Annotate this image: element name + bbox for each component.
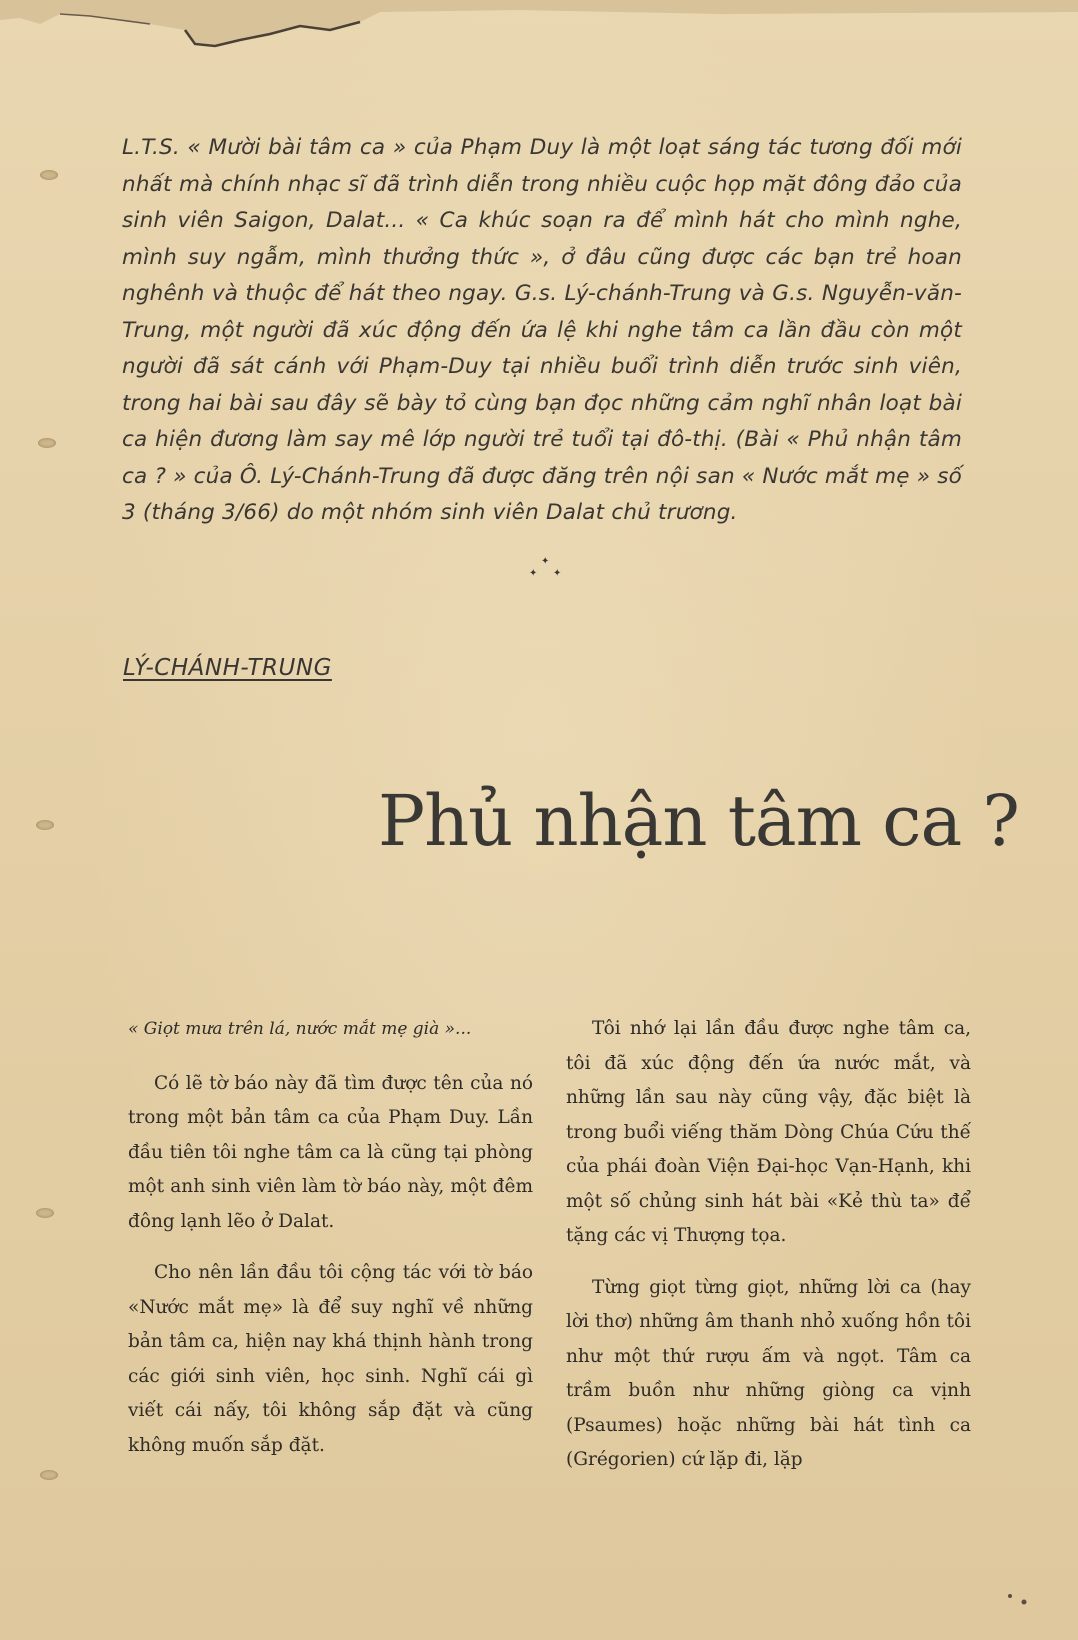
paragraph: Từng giọt từng giọt, những lời ca (hay lời thơ) những âm thanh nhỏ xuống hồn tôi như một thứ rượu ấm và ngọt. Tâm ca trầm buồn như những giòng ca vịnh (Psaumes) hoặc những bài hát tình ca (Grégorien) cứ lặp đi, lặp xyxy=(566,1276,971,1470)
torn-top-edge xyxy=(0,0,1078,70)
binding-hole xyxy=(40,1470,58,1480)
binding-hole xyxy=(38,438,56,448)
paragraph: Cho nên lần đầu tôi cộng tác với tờ báo «Nước mắt mẹ» là để suy nghĩ về những bản tâm ca, hiện nay khá thịnh hành trong các giới sinh viên, học sinh. Nghĩ cái gì viết cái nấy, tôi không sắp đặt và cũng không muốn sắp đặt. xyxy=(128,1262,533,1456)
epigraph: « Giọt mưa trên lá, nước mắt mẹ già »... xyxy=(128,1019,472,1039)
paragraph: Tôi nhớ lại lần đầu được nghe tâm ca, tôi đã xúc động đến ứa nước mắt, và những lần sau này cũng vậy, đặc biệt là trong buổi viếng thăm Dòng Chúa Cứu thế của phái đoàn Viện Đại-học Vạn-Hạnh, khi một số chủng sinh hát bài «Kẻ thù ta» để tặng các vị Thượng tọa. xyxy=(566,1018,971,1246)
binding-hole xyxy=(36,1208,54,1218)
right-column xyxy=(566,1012,971,1495)
paragraph: Có lẽ tờ báo này đã tìm được tên của nó trong một bản tâm ca của Phạm Duy. Lần đầu tiên tôi nghe tâm ca là cũng tại phòng một anh sinh viên làm tờ báo này, một đêm đông lạnh lẽo ở Dalat. xyxy=(128,1072,533,1232)
binding-hole xyxy=(36,820,54,830)
section-divider-asterism: ✦ ✦ ✦ xyxy=(529,556,562,579)
page-speckles xyxy=(1004,1590,1034,1610)
article-title: Phủ nhận tâm ca ? xyxy=(378,780,1019,862)
binding-hole xyxy=(40,170,58,180)
author-byline: LÝ-CHÁNH-TRUNG xyxy=(123,655,332,681)
left-column xyxy=(128,1012,533,1480)
editor-note: L.T.S. « Mười bài tâm ca » của Phạm Duy là một loạt sáng tác tương đối mới nhất mà chính nhạc sĩ đã trình diễn trong nhiều cuộc họp mặt đông đảo của sinh viên Saigon, Dalat... « Ca khúc soạn ra để mình hát cho mình nghe, mình suy ngẫm, mình thưởng thức », ở đâu cũng được các bạn trẻ hoan nghênh và thuộc để hát theo ngay. G.s. Lý-chánh-Trung và G.s. Nguyễn-văn-Trung, một người đã xúc động đến ứa lệ khi nghe tâm ca lần đầu còn một người đã sát cánh với Phạm-Duy tại nhiều buổi trình diễn trước sinh viên, trong hai bài sau đây sẽ bày tỏ cùng bạn đọc những cảm nghĩ nhân loạt bài ca hiện đương làm say mê lớp người trẻ tuổi tại đô-thị. (Bài « Phủ nhận tâm ca ? » của Ô. Lý-Chánh-Trung đã được đăng trên nội san « Nước mắt mẹ » số 3 (tháng 3/66) do một nhóm sinh viên Dalat chủ trương. xyxy=(122,135,962,525)
